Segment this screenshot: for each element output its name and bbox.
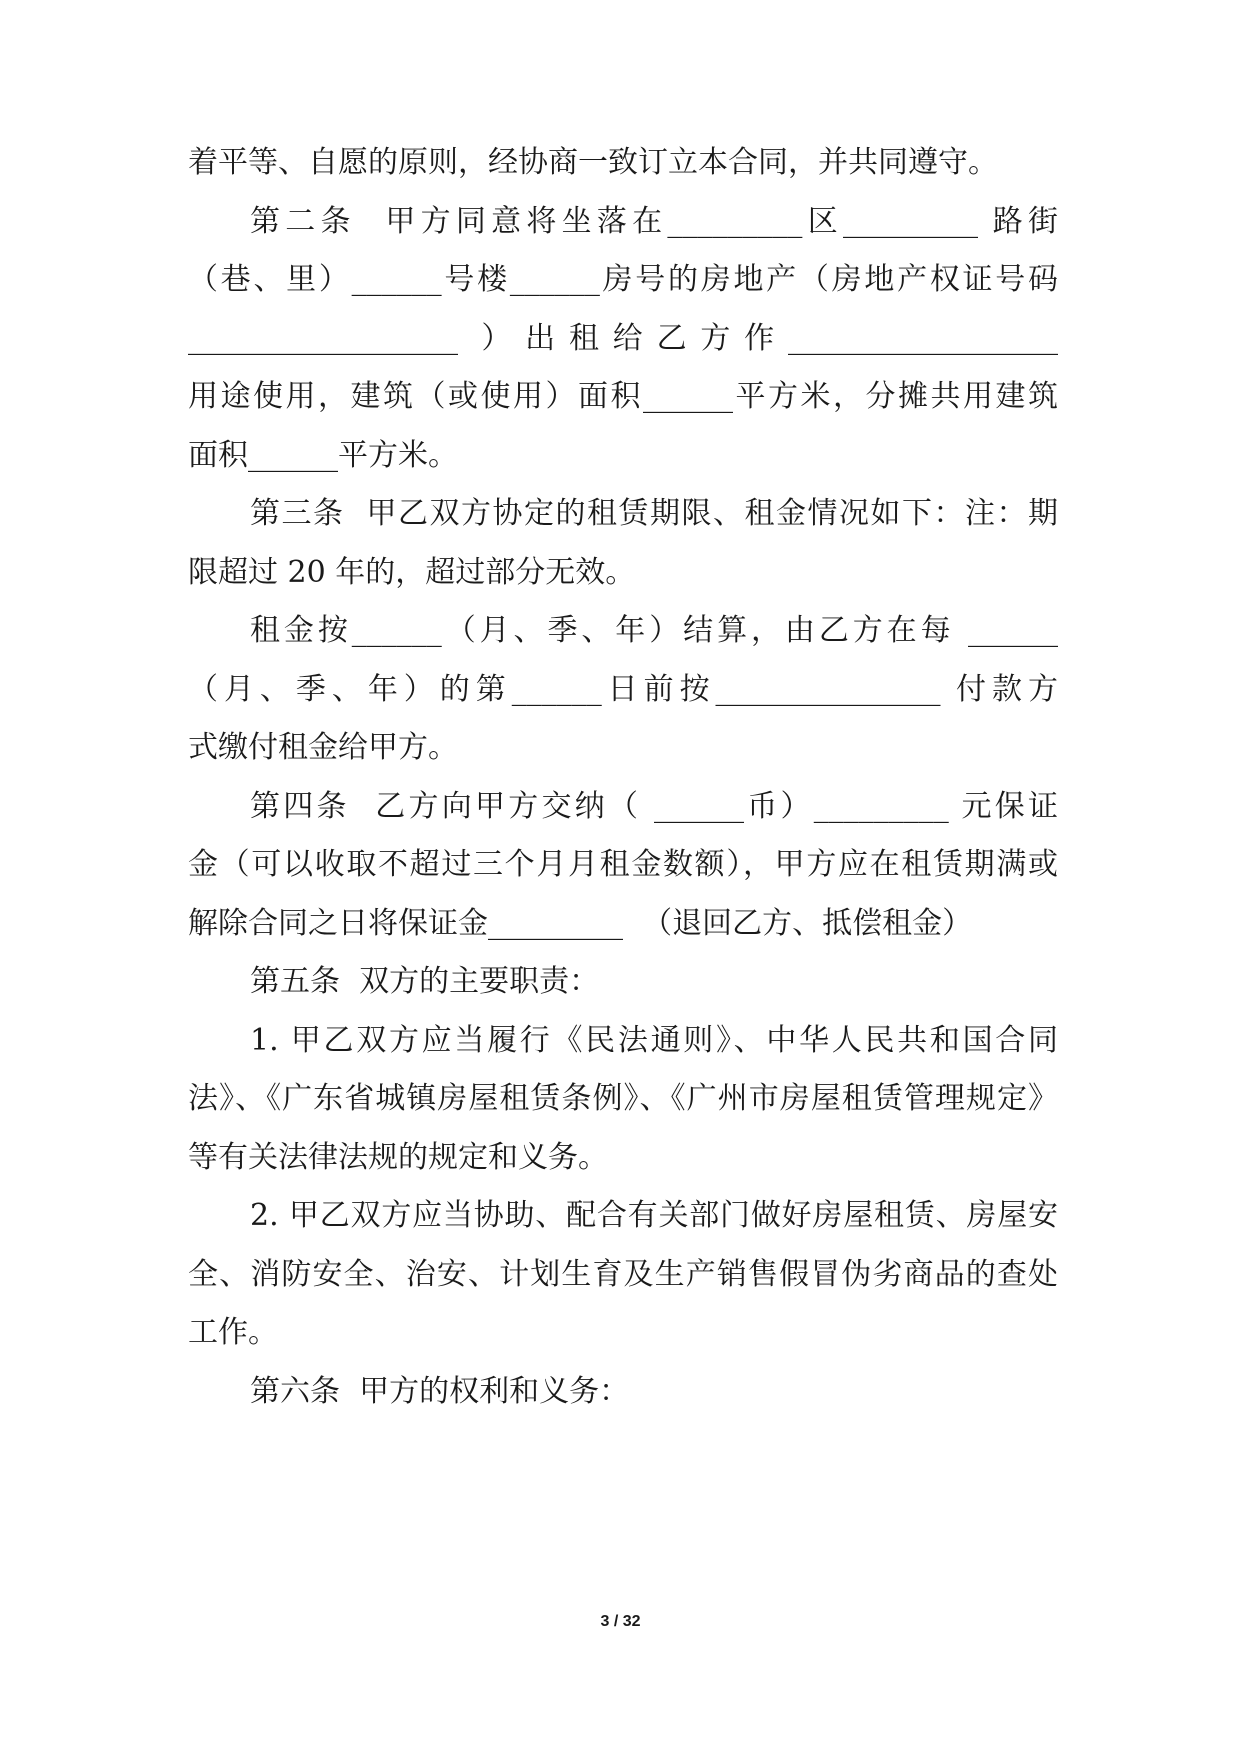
article-2-line-3: __________________ ）出租给乙方作__________________ [188,321,1058,356]
article-4-line-2: 金（可以收取不超过三个月月租金数额），甲方应在租赁期满或 [188,847,1058,882]
clause-2-line-1: 2. 甲乙双方应当协助、配合有关部门做好房屋租赁、房屋安 [250,1198,1058,1233]
article-5-heading: 第五条 双方的主要职责： [250,964,600,999]
rent-line-3: 式缴付租金给甲方。 [188,730,458,765]
clause-2-line-3: 工作。 [188,1315,278,1350]
article-4-line-3: 解除合同之日将保证金_________ （退回乙方、抵偿租金） [188,906,973,941]
rent-line-2: （月、季、年）的第______日前按_______________ 付款方 [188,672,1058,707]
article-2-line-1: 第二条 甲方同意将坐落在_________区_________ 路街 [250,204,1058,239]
clause-1-line-3: 等有关法律法规的规定和义务。 [188,1140,608,1175]
page-number: 3 / 32 [600,1613,641,1630]
article-2-line-4: 用途使用，建筑（或使用）面积______平方米，分摊共用建筑 [188,379,1058,414]
article-2-line-5: 面积______平方米。 [188,438,458,473]
rent-line-1: 租金按______（月、季、年）结算，由乙方在每 ______ [250,613,1058,648]
clause-1-line-1: 1. 甲乙双方应当履行《民法通则》、中华人民共和国合同 [250,1023,1058,1058]
article-3-line-1: 第三条 甲乙双方协定的租赁期限、租金情况如下：注：期 [250,496,1058,531]
article-2-line-2: （巷、里）______号楼______房号的房地产（房地产权证号码 [188,262,1058,297]
article-3-line-2: 限超过 20 年的，超过部分无效。 [188,555,636,590]
text-line: 着平等、自愿的原则，经协商一致订立本合同，并共同遵守。 [188,145,998,180]
article-4-line-1: 第四条 乙方向甲方交纳（ ______币）_________ 元保证 [250,789,1058,824]
clause-2-line-2: 全、消防安全、治安、计划生育及生产销售假冒伪劣商品的查处 [188,1257,1058,1292]
article-6-heading: 第六条 甲方的权利和义务： [250,1374,630,1409]
clause-1-line-2: 法》、《广东省城镇房屋租赁条例》、《广州市房屋租赁管理规定》 [188,1081,1058,1116]
